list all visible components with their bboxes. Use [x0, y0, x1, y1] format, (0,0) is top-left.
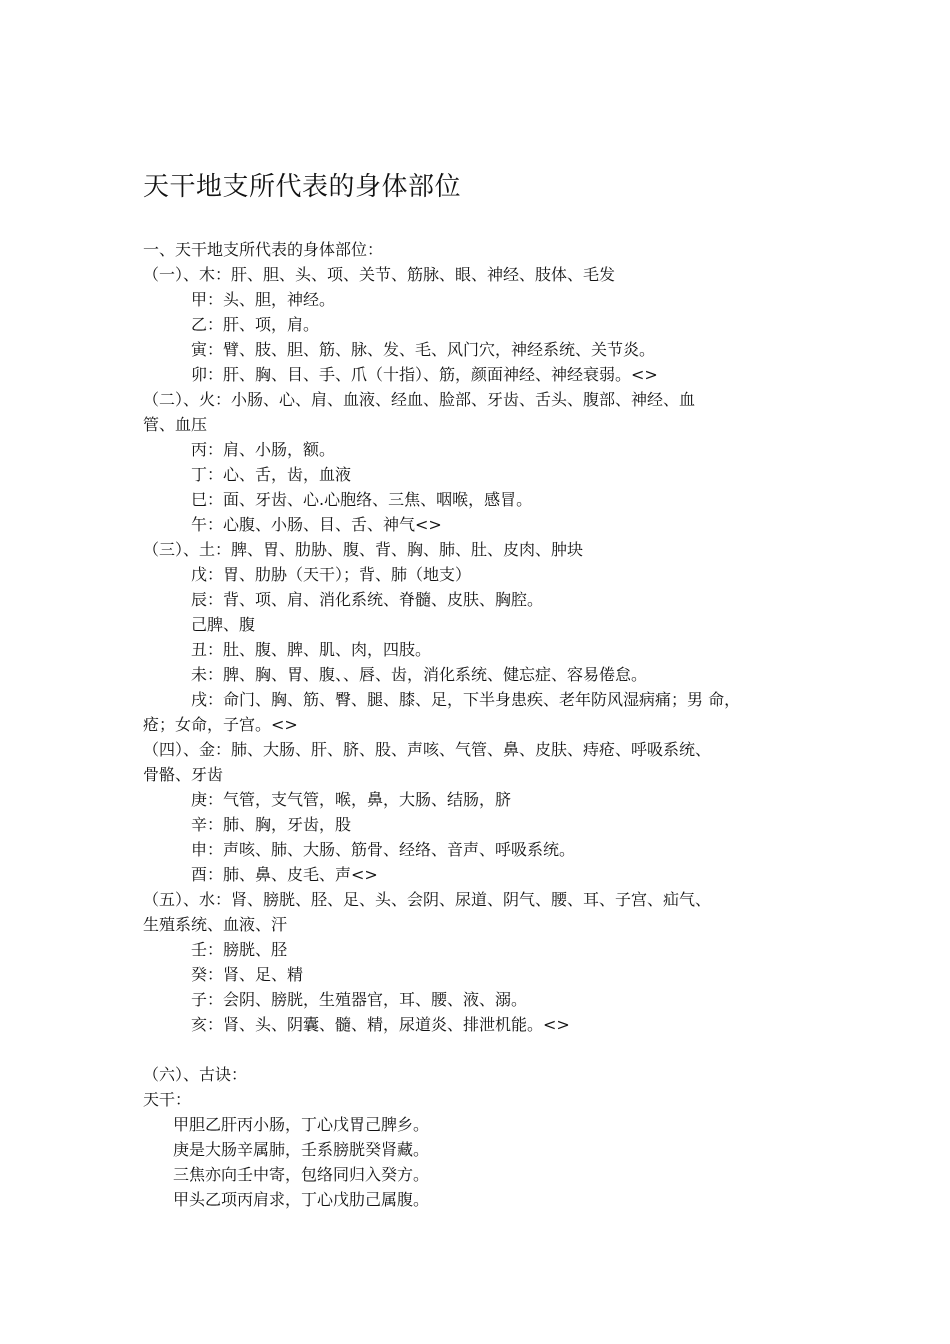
text-line: 酉：肺、鼻、皮毛、声<>: [191, 865, 378, 884]
text-line: [143, 1037, 823, 1062]
text-line: 丑：肚、腹、脾、肌、肉，四肢。: [191, 640, 432, 659]
text-line: 亥：肾、头、阴囊、髓、精，尿道炎、排泄机能。<>: [191, 1015, 570, 1034]
text-line: 生殖系统、血液、汗: [143, 915, 288, 934]
text-line: 未：脾、胸、胃、腹、、唇、齿，消化系统、健忘症、容易倦怠。: [191, 665, 648, 684]
text-line: （一）、木：肝、胆、头、项、关节、筋脉、眼、神经、肢体、毛发: [143, 265, 616, 284]
text-line: （三）、土：脾、胃、肋胁、腹、背、胸、肺、肚、皮肉、肿块: [143, 540, 584, 559]
text-line: 申：声咳、肺、大肠、筋骨、经络、音声、呼吸系统。: [191, 840, 576, 859]
text-line: 辛：肺、胸，牙齿，股: [191, 815, 352, 834]
text-line: 疮；女命，子宫。<>: [143, 715, 298, 734]
text-line: 壬：膀胱、胫: [191, 940, 288, 959]
text-line: 卯：肝、胸、目、手、爪（十指）、筋，颜面神经、神经衰弱。<>: [191, 365, 658, 384]
text-line: 子：会阴、膀胱，生殖器官，耳、腰、液、溺。: [191, 990, 528, 1009]
text-line: 己脾、腹: [191, 615, 256, 634]
text-line: 甲头乙项丙肩求，丁心戊肋己属腹。: [173, 1190, 430, 1209]
text-line: 巳：面、牙齿、心.心胞络、三焦、咽喉，感冒。: [191, 490, 533, 509]
text-line: 乙：肝、项，肩。: [191, 315, 320, 334]
text-line: （六）、古诀：: [143, 1065, 248, 1084]
text-line: 天干：: [143, 1090, 192, 1109]
text-line: 庚是大肠辛属肺，壬系膀胱癸肾藏。: [173, 1140, 430, 1159]
document-title: 天干地支所代表的身体部位: [143, 172, 462, 202]
text-line: 甲胆乙肝丙小肠，丁心戊胃己脾乡。: [173, 1115, 430, 1134]
text-line: 丁：心、舌，齿，血液: [191, 465, 352, 484]
text-line: 骨骼、牙齿: [143, 765, 224, 784]
text-line: 三焦亦向壬中寄，包络同归入癸方。: [173, 1165, 430, 1184]
text-line: 庚：气管，支气管，喉，鼻，大肠、结肠，脐: [191, 790, 512, 809]
text-line: 午：心腹、小肠、目、舌、神气<>: [191, 515, 442, 534]
text-line: 丙：肩、小肠，额。: [191, 440, 336, 459]
text-line: 一、天干地支所代表的身体部位：: [143, 240, 384, 259]
text-line: 戌：命门、胸、筋、臀、腿、膝、足，下半身患疾、老年防风湿病痛；男 命，: [191, 690, 741, 709]
document-body: [143, 237, 823, 1212]
text-line: 癸：肾、足、精: [191, 965, 304, 984]
text-line: 寅：臂、肢、胆、筋、脉、发、毛、风门穴，神经系统、关节炎。: [191, 340, 656, 359]
text-line: （五）、水：肾、膀胱、胫、足、头、会阴、尿道、阴气、腰、耳、子宫、疝气、: [143, 890, 712, 909]
text-line: 戊：胃、肋胁（天干）；背、肺（地支）: [191, 565, 472, 584]
text-line: 管、血压: [143, 415, 208, 434]
text-line: （四）、金：肺、大肠、肝、脐、股、声咳、气管、鼻、皮肤、痔疮、呼吸系统、: [143, 740, 712, 759]
text-line: 辰：背、项、肩、消化系统、脊髓、皮肤、胸腔。: [191, 590, 544, 609]
text-line: 甲：头、胆，神经。: [191, 290, 336, 309]
text-line: （二）、火：小肠、心、肩、血液、经血、脸部、牙齿、舌头、腹部、神经、血: [143, 390, 696, 409]
